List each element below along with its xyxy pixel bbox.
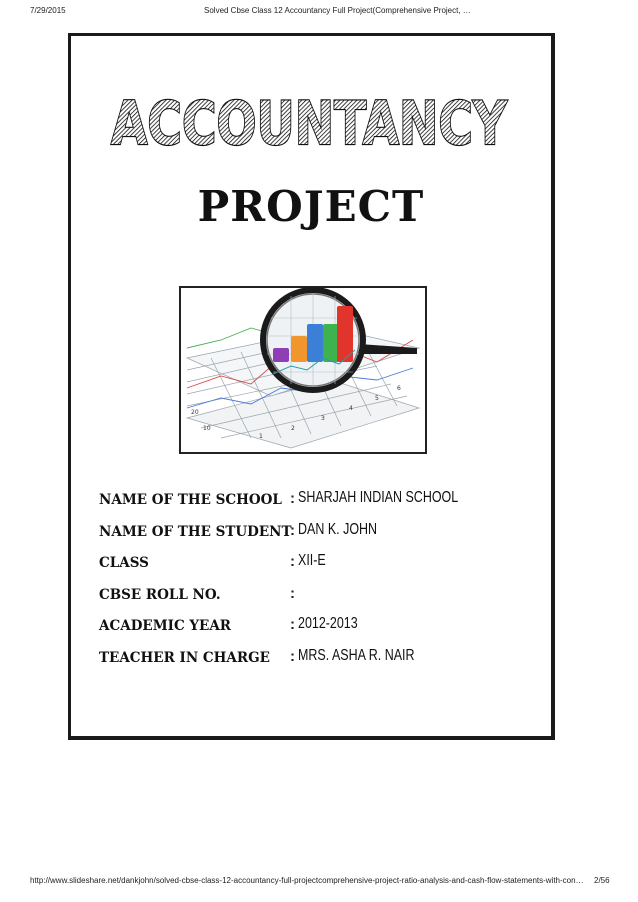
detail-value: DAN K. JOHN bbox=[298, 520, 378, 538]
magnifier-chart-illustration bbox=[179, 286, 427, 454]
detail-label: NAME OF THE SCHOOL bbox=[99, 492, 282, 508]
print-footer bbox=[0, 876, 638, 890]
detail-label: CBSE ROLL NO. bbox=[99, 586, 221, 603]
detail-separator: : bbox=[290, 616, 295, 633]
cover-title bbox=[99, 86, 519, 159]
detail-row-teacher bbox=[99, 646, 539, 682]
detail-row-roll-number bbox=[99, 584, 539, 619]
detail-label: NAME OF THE STUDENT bbox=[99, 523, 292, 540]
chart-bar-icon bbox=[323, 324, 339, 362]
detail-separator: : bbox=[290, 490, 295, 507]
chart-bar-icon bbox=[307, 324, 323, 362]
axis-number: 4 bbox=[349, 405, 353, 412]
detail-label: CLASS bbox=[99, 555, 149, 571]
detail-label: TEACHER IN CHARGE bbox=[99, 649, 270, 666]
project-details-list bbox=[99, 489, 539, 681]
axis-number: 10 bbox=[203, 425, 211, 432]
print-title: Solved Cbse Class 12 Accountancy Full Project(Comprehensive Project, … bbox=[204, 6, 471, 15]
detail-separator: : bbox=[290, 521, 295, 539]
axis-number: 5 bbox=[375, 395, 379, 402]
detail-row-school bbox=[99, 489, 539, 524]
print-page-number: 2/56 bbox=[594, 876, 610, 885]
magnifying-glass-icon bbox=[181, 288, 425, 452]
chart-bar-icon bbox=[291, 336, 307, 362]
axis-number: 1 bbox=[259, 433, 263, 440]
print-date: 7/29/2015 bbox=[30, 6, 66, 15]
axis-number: 20 bbox=[191, 409, 199, 416]
detail-separator: : bbox=[290, 647, 295, 665]
print-source-url: http://www.slideshare.net/dankjohn/solved-cbse-class-12-accountancy-full-projectcomprehensive-project-ratio-analysis-and-cash-flow-statements-with-con… bbox=[30, 876, 584, 885]
axis-number: 3 bbox=[321, 415, 325, 422]
detail-row-class bbox=[99, 552, 539, 587]
detail-separator: : bbox=[290, 584, 295, 602]
chart-bar-icon bbox=[273, 348, 289, 362]
print-header bbox=[0, 6, 638, 20]
axis-number: 2 bbox=[291, 425, 295, 432]
detail-row-academic-year bbox=[99, 615, 539, 650]
detail-row-student bbox=[99, 520, 539, 556]
detail-separator: : bbox=[290, 553, 295, 570]
detail-value: XII-E bbox=[298, 552, 326, 569]
detail-value: SHARJAH INDIAN SCHOOL bbox=[298, 489, 459, 506]
detail-value: MRS. ASHA R. NAIR bbox=[298, 646, 415, 664]
project-cover-page bbox=[68, 33, 555, 740]
axis-number: 6 bbox=[397, 385, 401, 392]
detail-value: 2012-2013 bbox=[298, 615, 358, 632]
cover-title-text: ACCOUNTANCY bbox=[111, 89, 509, 159]
cover-subtitle: PROJECT bbox=[197, 182, 425, 231]
detail-label: ACADEMIC YEAR bbox=[99, 618, 232, 634]
